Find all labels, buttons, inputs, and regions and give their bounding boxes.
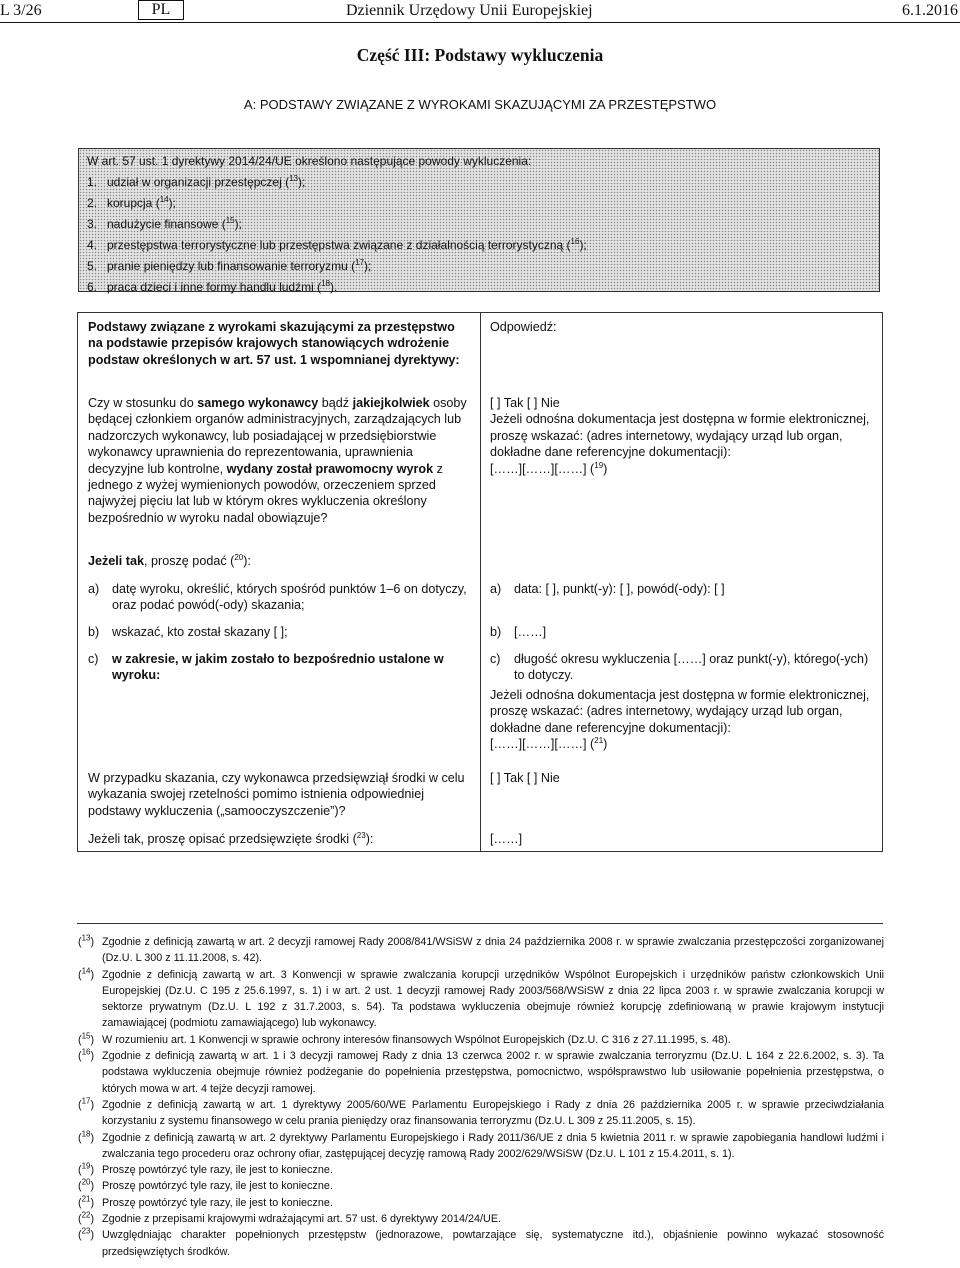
ground-item: 2. korupcja ($^{14}$);	[87, 195, 176, 210]
footnote: ($^{23}$) Uwzględniając charakter popełnionych przestępstw (jednorazowe, powtarzające się, systematyczne itd.), objaśnienie powinno wykazać stosowność przedsięwziętych środków.	[78, 1226, 884, 1258]
answer-c-scope[interactable]: c) długość okresu wykluczenia [……] oraz punkt(-y), którego(-ych) to dotyczy.	[490, 652, 869, 683]
yes-no-choice[interactable]: [ ] Tak [ ] Nie	[490, 396, 560, 410]
question-b-who: b) wskazać, kto został skazany [ ];	[88, 625, 288, 639]
footnote: ($^{21}$) Proszę powtórzyć tyle razy, ile jest to konieczne.	[78, 1194, 333, 1209]
question-self-cleaning: W przypadku skazania, czy wykonawca przedsięwziął środki w celu wykazania swojej rzetelności pomimo istnienia odpowiedniej podstawy wykluczenia („samooczyszczenie”)?	[88, 771, 465, 818]
footnote: ($^{15}$) W rozumieniu art. 1 Konwencji w sprawie ochrony interesów finansowych Wspólnot Europejskich (Dz.U. C 316 z 27.11.1995, s. 48).	[78, 1031, 731, 1046]
journal-title: Dziennik Urzędowy Unii Europejskiej	[346, 2, 593, 19]
page-reference: L 3/26	[0, 2, 42, 19]
publication-date: 6.1.2016	[902, 2, 958, 19]
footnote: ($^{17}$) Zgodnie z definicją zawartą w art. 1 dyrektywy 2005/60/WE Parlamentu Europejskiego i Rady z dnia 26 października 2005 r. w sprawie przeciwdziałania korzystaniu z systemu finansowego w celu prania pieniędzy oraz finansowania terroryzmu (Dz.U. L 309 z 25.11.2005, s. 15).	[78, 1096, 884, 1128]
criteria-table	[77, 312, 883, 852]
footnote: ($^{20}$) Proszę powtórzyć tyle razy, ile jest to konieczne.	[78, 1177, 333, 1193]
if-yes-prompt: Jeżeli tak, proszę podać ($^{20}$):	[88, 552, 251, 568]
section-title: A: PODSTAWY ZWIĄZANE Z WYROKAMI SKAZUJĄCYMI ZA PRZESTĘPSTWO	[243, 97, 717, 112]
footnotes	[78, 934, 884, 1260]
footnote: ($^{18}$) Zgodnie z definicją zawartą w art. 2 dyrektywy Parlamentu Europejskiego i Rady 2011/36/UE z dnia 5 kwietnia 2011 r. w sprawie zapobiegania handlowi ludźmi i zwalczania tego procederu oraz ochrony ofiar, zastępującej decyzję ramową Rady 2002/629/WSiSW (Dz.U. L 101 z 15.4.2011, s. 1).	[78, 1128, 884, 1160]
footnote: ($^{13}$) Zgodnie z definicją zawartą w art. 2 decyzji ramowej Rady 2008/841/WSiSW z dnia 24 października 2008 r. w sprawie zwalczania przestępczości zorganizowanej (Dz.U. L 300 z 11.11.2008, s. 42).	[78, 933, 884, 965]
ground-item: 5. pranie pieniędzy lub finansowanie terroryzmu ($^{17}$);	[87, 258, 372, 273]
answer-b-who[interactable]: b) [……]	[490, 625, 547, 639]
footnote: ($^{14}$) Zgodnie z definicją zawartą w art. 3 Konwencji w sprawie zwalczania korupcji urzędników Wspólnot Europejskich i urzędników państw członkowskich Unii Europejskiej (Dz.U. C 195 z 25.6.1997, s. 1) i w art. 2 ust. 1 decyzji ramowej Rady 2003/568/WSiSW z dnia 22 lipca 2003 r. w sprawie zwalczania korupcji w sektorze prywatnym (Dz.U. L 192 z 31.7.2003, s. 54). Ta podstawa wykluczenia obejmuje również korupcję zdefiniowaną w prawie krajowym instytucji zamawiającej (podmiotu zamawiającego) lub wykonawcy.	[78, 966, 884, 1030]
ground-item: 4. przestępstwa terrorystyczne lub przestępstwa związane z działalnością terrorystyczną ($^{16}$);	[87, 237, 587, 252]
documentation-brackets[interactable]: [……][……][……] ($^{19}$)	[490, 460, 608, 476]
language-badge: PL	[138, 0, 184, 20]
question-a-date: a) datę wyroku, określić, których spośród punktów 1–6 on dotyczy, oraz podać powód(-ody) skazania;	[88, 582, 467, 613]
right-column-header: Odpowiedź:	[490, 320, 557, 334]
answer-measures[interactable]: [……]	[490, 832, 523, 846]
ground-item: 6. praca dzieci i inne formy handlu ludźmi ($^{18}$).	[87, 279, 338, 294]
column-divider	[480, 313, 481, 851]
footnote: ($^{19}$) Proszę powtórzyć tyle razy, ile jest to konieczne.	[78, 1161, 333, 1177]
question-conviction: Czy w stosunku do samego wykonawcy bądź jakiejkolwiek osoby będącej członkiem organów administracyjnych, zarządzających lub nadzorczych wykonawcy, lub posiadającej w przedsiębiorstwie wykonawcy uprawnienia do reprezentowania, uprawnienia decyzyjne lub kontrolne, wydany został prawomocny wyrok z jednego z wyżej wymienionych powodów, orzeczeniem sprzed najwyżej pięciu lat lub w którym okres wykluczenia określony bezpośrednio w wyroku nadal obowiązuje?	[88, 396, 467, 525]
answer-documentation-2	[490, 687, 870, 753]
header-rule	[0, 22, 960, 23]
left-column-header: Podstawy związane z wyrokami skazującymi za przestępstwo na podstawie przepisów krajowych stanowiących wdrożenie podstaw określonych w art. 57 ust. 1 wspomnianej dyrektywy:	[88, 320, 460, 367]
documentation-brackets[interactable]: [……][……][……] ($^{21}$)	[490, 736, 608, 752]
question-c-scope: c) w zakresie, w jakim zostało to bezpośrednio ustalone w wyroku:	[88, 652, 444, 683]
grounds-box	[78, 148, 880, 292]
answer-conviction	[490, 395, 870, 477]
ground-item: 3. nadużycie finansowe ($^{15}$);	[87, 216, 242, 231]
grounds-intro: W art. 57 ust. 1 dyrektywy 2014/24/UE określono następujące powody wykluczenia:	[87, 154, 532, 168]
documentation-note: Jeżeli odnośna dokumentacja jest dostępna w formie elektronicznej, proszę wskazać: (adres internetowy, wydający urząd lub organ, dokładne dane referencyjne dokumentacji):	[490, 412, 870, 460]
footnote: ($^{16}$) Zgodnie z definicją zawartą w art. 1 i 3 decyzji ramowej Rady z dnia 13 czerwca 2002 r. w sprawie zwalczania terroryzmu (Dz.U. L 164 z 22.6.2002, s. 3). Ta podstawa wykluczenia obejmuje również podżeganie do popełnienia przestępstwa, pomocnictwo, współsprawstwo lub usiłowanie popełnienia przestępstwa, o których mowa w art. 4 tejże decyzji ramowej.	[78, 1047, 884, 1095]
footnote-rule	[77, 923, 883, 924]
answer-self-cleaning[interactable]: [ ] Tak [ ] Nie	[490, 771, 560, 785]
grounds-list	[87, 172, 871, 298]
ground-item: 1. udział w organizacji przestępczej ($^{13}$);	[87, 174, 306, 189]
part-title: Część III: Podstawy wykluczenia	[356, 45, 604, 65]
footnote: ($^{22}$) Zgodnie z przepisami krajowymi wdrażającymi art. 57 ust. 6 dyrektywy 2014/24/UE.	[78, 1210, 502, 1226]
page-header	[0, 0, 960, 22]
question-measures: Jeżeli tak, proszę opisać przedsięwzięte środki ($^{23}$):	[88, 830, 374, 846]
documentation-note: Jeżeli odnośna dokumentacja jest dostępna w formie elektronicznej, proszę wskazać: (adres internetowy, wydający urząd lub organ, dokładne dane referencyjne dokumentacji):	[490, 688, 870, 735]
answer-a-date[interactable]: a) data: [ ], punkt(-y): [ ], powód(-ody): [ ]	[490, 582, 725, 596]
